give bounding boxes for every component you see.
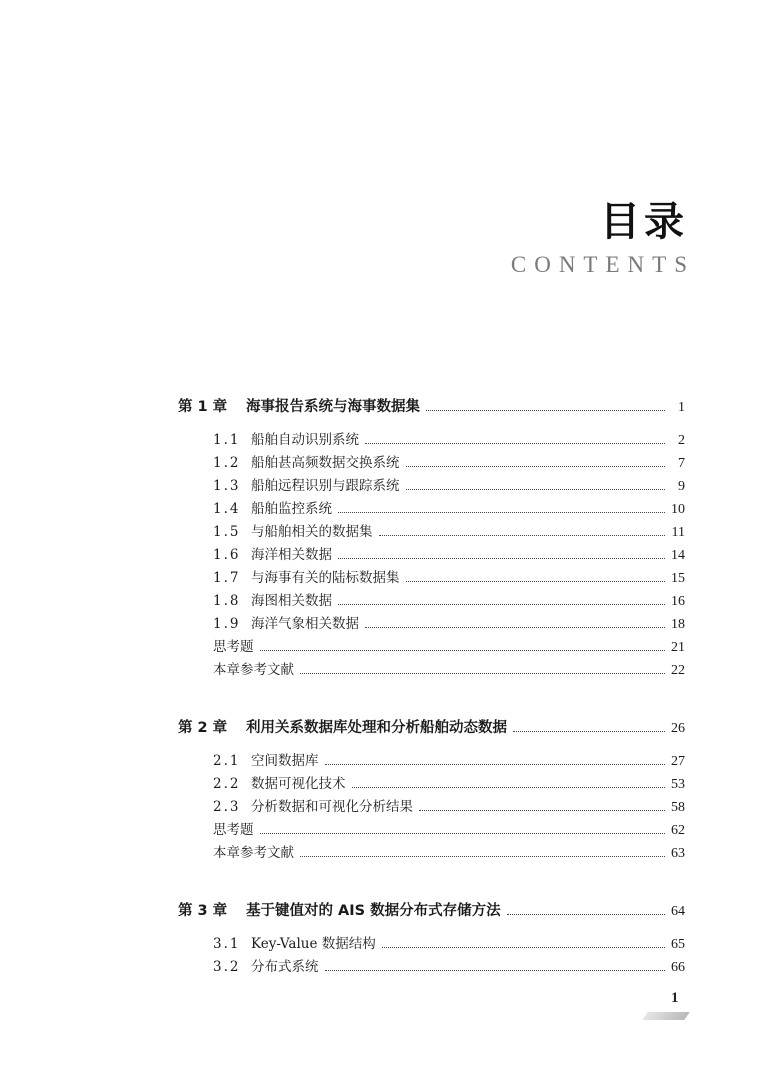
section-title: 数据可视化技术 [251, 776, 346, 792]
section-number: 3.2 [213, 959, 241, 975]
page-number: 64 [671, 904, 685, 919]
page-number: 18 [671, 617, 685, 632]
section-number: 1.5 [213, 524, 241, 540]
section-row-references [178, 659, 685, 682]
page-number: 15 [671, 571, 685, 586]
dot-leader [300, 856, 665, 857]
dot-leader [325, 764, 666, 765]
section-title: 船舶远程识别与跟踪系统 [251, 478, 400, 494]
page-title: 目录 [600, 199, 688, 245]
section-title: 与船舶相关的数据集 [251, 524, 373, 540]
section-row [178, 567, 685, 590]
dot-leader [513, 731, 665, 732]
chapter-group-3 [178, 900, 685, 979]
page-number: 62 [671, 823, 685, 838]
footer-decorative-bar [642, 1012, 690, 1020]
section-number: 1.1 [213, 432, 241, 448]
section-title: 船舶自动识别系统 [251, 432, 359, 448]
dot-leader [365, 443, 665, 444]
page-number: 14 [671, 548, 685, 563]
chapter-row [178, 717, 685, 740]
dot-leader [300, 673, 665, 674]
dot-leader [325, 970, 666, 971]
section-row [178, 956, 685, 979]
section-row [178, 933, 685, 956]
chapter-row [178, 900, 685, 923]
dot-leader [406, 581, 666, 582]
footer-page-number: 1 [671, 990, 679, 1006]
dot-leader [382, 947, 665, 948]
page-number: 66 [671, 960, 685, 975]
dot-leader [338, 558, 665, 559]
section-number: 1.2 [213, 455, 241, 471]
dot-leader [338, 604, 665, 605]
dot-leader [352, 787, 666, 788]
section-title: 思考题 [213, 822, 254, 838]
page-number: 63 [671, 846, 685, 861]
chapter-title: 基于键值对的 AIS 数据分布式存储方法 [246, 903, 501, 919]
page-number: 16 [671, 594, 685, 609]
section-number: 1.9 [213, 616, 241, 632]
section-title: 船舶监控系统 [251, 501, 332, 517]
chapter-title: 海事报告系统与海事数据集 [246, 399, 420, 415]
chapter-label: 第 3 章 [178, 903, 228, 919]
section-row [178, 750, 685, 773]
section-number: 3.1 [213, 936, 241, 952]
section-row [178, 475, 685, 498]
page-number: 26 [671, 721, 685, 736]
section-title: 本章参考文献 [213, 662, 294, 678]
section-row [178, 613, 685, 636]
dot-leader [419, 810, 665, 811]
section-row [178, 521, 685, 544]
section-title: 海图相关数据 [251, 593, 332, 609]
section-row [178, 796, 685, 819]
section-number: 1.7 [213, 570, 241, 586]
table-of-contents [178, 396, 685, 979]
page-number: 11 [671, 525, 685, 540]
section-title: Key-Value 数据结构 [251, 936, 376, 952]
section-row-references [178, 842, 685, 865]
section-row [178, 429, 685, 452]
dot-leader [338, 512, 665, 513]
dot-leader [406, 466, 666, 467]
dot-leader [507, 914, 665, 915]
chapter-group-1 [178, 396, 685, 682]
dot-leader [260, 833, 666, 834]
page-number: 58 [671, 800, 685, 815]
page-subtitle: CONTENTS [510, 252, 695, 277]
chapter-label: 第 2 章 [178, 720, 228, 736]
section-title: 与海事有关的陆标数据集 [251, 570, 400, 586]
section-row [178, 590, 685, 613]
page-number: 10 [671, 502, 685, 517]
page-number: 9 [678, 479, 685, 494]
dot-leader [406, 489, 666, 490]
page-number: 27 [671, 754, 685, 769]
section-number: 1.6 [213, 547, 241, 563]
section-title: 思考题 [213, 639, 254, 655]
dot-leader [365, 627, 665, 628]
section-number: 1.4 [213, 501, 241, 517]
section-number: 1.3 [213, 478, 241, 494]
section-row-exercises [178, 636, 685, 659]
page-number: 21 [671, 640, 685, 655]
page-number: 22 [671, 663, 685, 678]
dot-leader [260, 650, 666, 651]
section-title: 海洋相关数据 [251, 547, 332, 563]
page-number: 1 [678, 400, 685, 415]
page-number: 65 [671, 937, 685, 952]
section-title: 船舶甚高频数据交换系统 [251, 455, 400, 471]
section-row-exercises [178, 819, 685, 842]
section-number: 2.1 [213, 753, 241, 769]
dot-leader [379, 535, 666, 536]
chapter-label: 第 1 章 [178, 399, 228, 415]
section-title: 空间数据库 [251, 753, 319, 769]
section-row [178, 544, 685, 567]
section-title: 分布式系统 [251, 959, 319, 975]
section-row [178, 498, 685, 521]
page-number: 2 [678, 433, 685, 448]
section-row [178, 452, 685, 475]
dot-leader [426, 410, 665, 411]
section-number: 2.3 [213, 799, 241, 815]
page-number: 7 [678, 456, 685, 471]
chapter-row [178, 396, 685, 419]
section-row [178, 773, 685, 796]
section-number: 1.8 [213, 593, 241, 609]
section-number: 2.2 [213, 776, 241, 792]
chapter-group-2 [178, 717, 685, 865]
page-number: 53 [671, 777, 685, 792]
section-title: 本章参考文献 [213, 845, 294, 861]
section-title: 海洋气象相关数据 [251, 616, 359, 632]
section-title: 分析数据和可视化分析结果 [251, 799, 413, 815]
chapter-title: 利用关系数据库处理和分析船舶动态数据 [246, 720, 507, 736]
